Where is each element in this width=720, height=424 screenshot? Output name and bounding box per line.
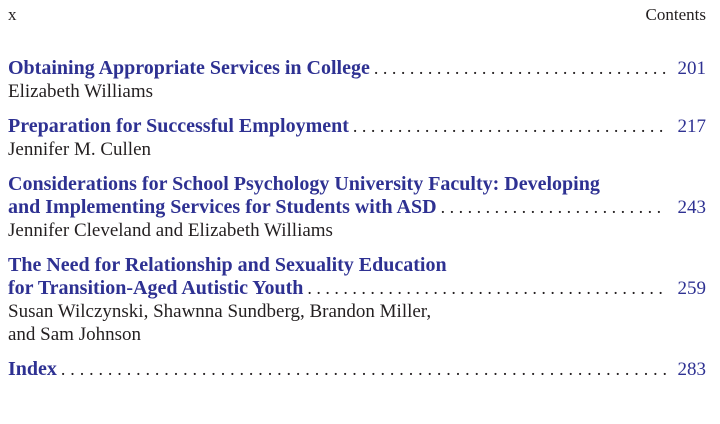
chapter-authors: Elizabeth Williams — [8, 81, 154, 102]
section-title: Contents — [645, 5, 706, 24]
dot-leader — [437, 196, 666, 219]
chapter-title[interactable]: for Transition-Aged Autistic Youth — [8, 277, 304, 299]
chapter-title-line[interactable]: Considerations for School Psychology University Faculty: Developing — [8, 173, 600, 195]
page-reference[interactable]: 217 — [677, 116, 706, 137]
chapter-authors: and Sam Johnson — [8, 324, 141, 345]
toc-title-line[interactable] — [8, 358, 706, 381]
toc-entry[interactable] — [8, 254, 706, 346]
dot-leader — [57, 358, 666, 381]
page-number: x — [8, 5, 17, 24]
page-reference[interactable]: 283 — [677, 359, 706, 380]
toc-title-line[interactable] — [8, 277, 706, 300]
chapter-title[interactable]: Preparation for Successful Employment — [8, 115, 349, 137]
running-head — [8, 4, 706, 26]
chapter-authors: Susan Wilczynski, Shawnna Sundberg, Brandon Miller, — [8, 301, 432, 322]
chapter-authors: Jennifer Cleveland and Elizabeth Williams — [8, 220, 333, 241]
page-reference[interactable]: 259 — [677, 278, 706, 299]
chapter-authors: Jennifer M. Cullen — [8, 139, 152, 160]
chapter-title[interactable]: Obtaining Appropriate Services in College — [8, 57, 370, 79]
chapter-title-line[interactable]: The Need for Relationship and Sexuality Education — [8, 254, 447, 276]
page-reference[interactable]: 243 — [677, 197, 706, 218]
toc-title-line[interactable] — [8, 196, 706, 219]
page-reference[interactable]: 201 — [677, 58, 706, 79]
chapter-title[interactable]: and Implementing Services for Students with ASD — [8, 196, 437, 218]
dot-leader — [349, 115, 666, 138]
dot-leader — [370, 57, 666, 80]
toc-entry[interactable] — [8, 115, 706, 161]
toc-entry[interactable] — [8, 57, 706, 103]
toc-entry[interactable] — [8, 173, 706, 242]
dot-leader — [303, 277, 666, 300]
table-of-contents — [8, 57, 706, 393]
toc-title-line[interactable] — [8, 57, 706, 80]
toc-title-line[interactable] — [8, 115, 706, 138]
index-title[interactable]: Index — [8, 358, 57, 380]
toc-entry-index[interactable] — [8, 358, 706, 381]
